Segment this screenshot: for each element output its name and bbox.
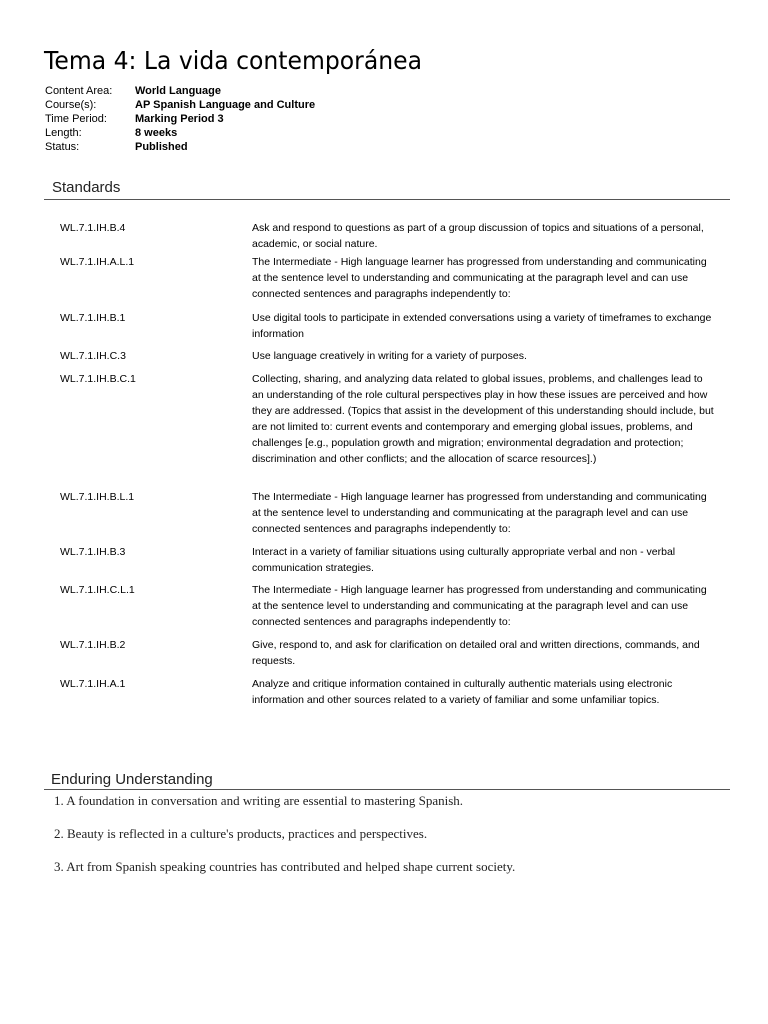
meta-label: Content Area: [45, 85, 113, 97]
standard-description: Analyze and critique information contained in culturally authentic materials using electronic information and other sources related to a variety of familiar and some unfamiliar topics. [252, 678, 673, 706]
meta-label: Status: [45, 141, 80, 153]
standard-code: WL.7.1.IH.C.3 [60, 350, 126, 362]
standard-code: WL.7.1.IH.A.L.1 [60, 256, 135, 268]
standard-row [60, 254, 720, 310]
list-item: 1. A foundation in conversation and writing are essential to mastering Spanish. [54, 793, 464, 808]
meta-label: Time Period: [45, 113, 107, 125]
list-item: 3. Art from Spanish speaking countries has contributed and helped shape current society. [54, 859, 516, 874]
course-metadata [45, 84, 315, 154]
list-item: 2. Beauty is reflected in a culture's products, practices and perspectives. [54, 826, 428, 841]
standards-list [60, 220, 720, 730]
standard-row [60, 582, 720, 637]
standard-code: WL.7.1.IH.A.1 [60, 678, 126, 690]
standard-row [60, 310, 720, 348]
meta-value: AP Spanish Language and Culture [135, 99, 316, 111]
page-title: Tema 4: La vida contemporánea [44, 46, 422, 75]
meta-value: 8 weeks [135, 127, 178, 139]
meta-value: Published [135, 141, 188, 153]
standard-description: The Intermediate - High language learner has progressed from understanding and communicating at the sentence level to understanding and communicating at the paragraph level and can use connected sentences and paragraphs independently to: [252, 491, 707, 535]
standard-description: Collecting, sharing, and analyzing data related to global issues, problems, and challenges lead to an understanding of the role cultural perspectives play in how these issues are perceived and how they are addressed. (Topics that assist in the development of this understanding should include, but are not limited to: current events and contemporary and emerging global issues, problems, and challenges [e.g., population growth and migration; environmental degradation and protection; discrimination and other conflicts; and the allocation of scarce resources].) [252, 373, 714, 465]
enduring-understanding-list [54, 793, 734, 892]
meta-label: Length: [45, 127, 82, 139]
standard-code: WL.7.1.IH.B.4 [60, 222, 126, 234]
meta-value: Marking Period 3 [135, 113, 224, 125]
standards-section-heading [44, 179, 730, 200]
standard-code: WL.7.1.IH.B.L.1 [60, 491, 135, 503]
standard-description: Ask and respond to questions as part of a group discussion of topics and situations of a personal, academic, or social nature. [252, 222, 704, 250]
meta-label: Course(s): [45, 99, 97, 111]
standard-code: WL.7.1.IH.B.C.1 [60, 373, 136, 385]
meta-row-length [45, 126, 315, 140]
standard-row [60, 220, 720, 254]
standard-code: WL.7.1.IH.B.2 [60, 639, 126, 651]
meta-row-courses [45, 98, 315, 112]
standard-row [60, 348, 720, 371]
standard-row [60, 676, 720, 730]
standards-heading-text: Standards [52, 179, 121, 196]
meta-row-content-area [45, 84, 315, 98]
standard-row [60, 371, 720, 489]
meta-row-status [45, 140, 315, 154]
standard-code: WL.7.1.IH.B.1 [60, 312, 126, 324]
standard-description: Use language creatively in writing for a variety of purposes. [252, 350, 527, 362]
standard-row [60, 489, 720, 544]
meta-row-time-period [45, 112, 315, 126]
standard-description: The Intermediate - High language learner has progressed from understanding and communicating at the sentence level to understanding and communicating at the paragraph level and can use connected sentences and paragraphs independently to: [252, 584, 707, 628]
standard-description: Interact in a variety of familiar situations using culturally appropriate verbal and non - verbal communication strategies. [252, 546, 676, 574]
standard-code: WL.7.1.IH.B.3 [60, 546, 126, 558]
standard-description: Give, respond to, and ask for clarification on detailed oral and written directions, commands, and requests. [252, 639, 700, 667]
standard-row [60, 637, 720, 676]
meta-value: World Language [135, 85, 221, 97]
standard-description: Use digital tools to participate in extended conversations using a variety of timeframes to exchange information [252, 312, 712, 340]
enduring-understanding-section-heading [44, 771, 730, 790]
standard-description: The Intermediate - High language learner has progressed from understanding and communicating at the sentence level to understanding and communicating at the paragraph level and can use connected sentences and paragraphs independently to: [252, 256, 707, 300]
standard-row [60, 544, 720, 582]
standard-code: WL.7.1.IH.C.L.1 [60, 584, 135, 596]
enduring-understanding-heading-text: Enduring Understanding [51, 771, 213, 788]
